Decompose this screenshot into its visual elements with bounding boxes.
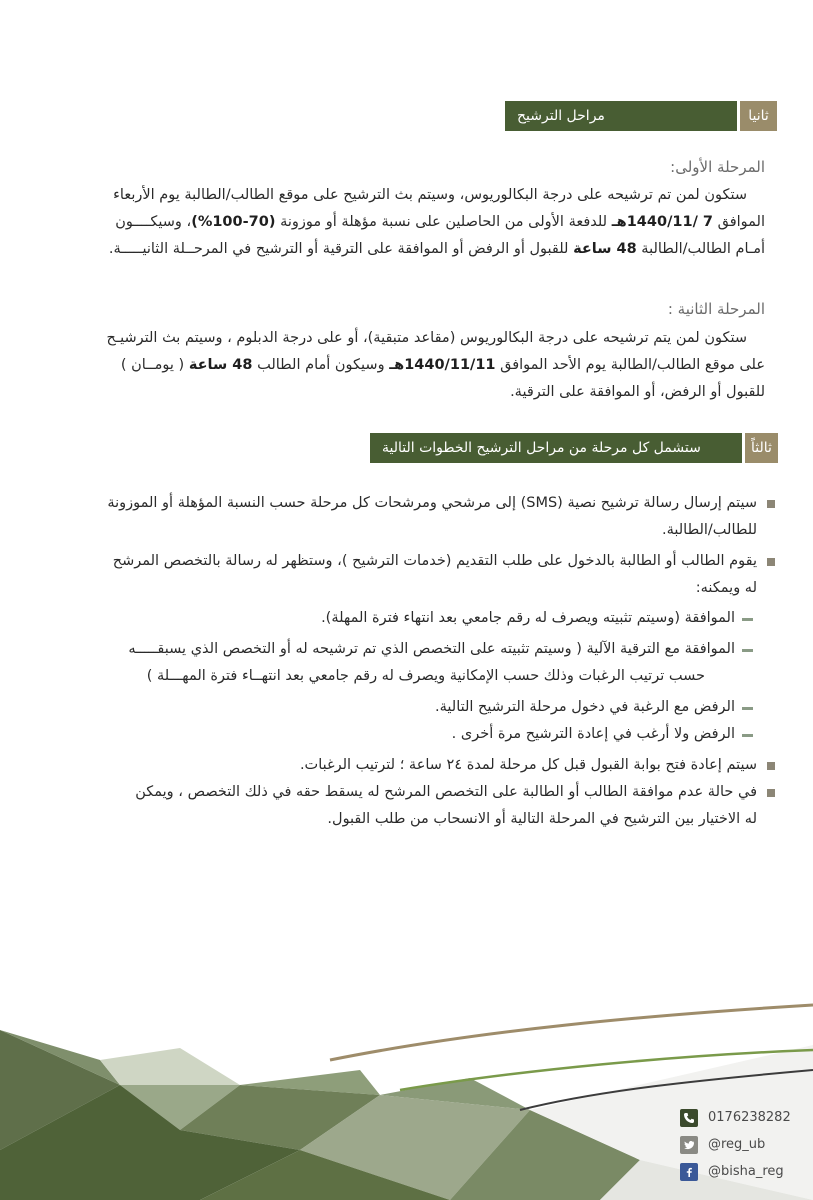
stage2-hours: 48 ساعة [188,357,253,373]
stage2-title: المرحلة الثانية : [667,300,765,318]
stage2-line2: على موقع الطالب/الطالبة يوم الأحد الموافق 1440/11/11هـ وسيكون أمام الطالب 48 ساعة ( يومــان ) [120,357,765,373]
stage1-line1: ستكون لمن تم ترشيحه على درجة البكالوريوس، وسيتم بث الترشيح على موقع الطالب/الطالبة يوم الأربعاء [113,187,747,203]
section-header-stages [505,101,777,131]
list-item: سيتم إرسال رسالة ترشيح نصية (SMS) إلى مرشحي ومرشحات كل مرحلة حسب النسبة المؤهلة أو الموزونة للطالب/الطالبة. [35,490,775,544]
contact-info [680,1106,791,1187]
section-title: مراحل الترشيح [505,101,737,131]
dash-bullet-icon [742,707,753,710]
section-number-tag: ثانيا [737,101,777,131]
sub-list-item: الرفض ولا أرغب في إعادة الترشيح مرة أخرى . [35,721,775,748]
sub-list-item: الموافقة (وسيتم تثبيته ويصرف له رقم جامعي بعد انتهاء فترة المهلة). [35,605,775,632]
twitter-handle[interactable]: @reg_ub [708,1137,766,1152]
steps-list [35,490,775,833]
stage1-date: 7 /1440/11هـ [611,214,714,230]
sub-list-item: الموافقة مع الترقية الآلية ( وسيتم تثبيته على التخصص الذي تم ترشيحه له أو التخصص الذي يسبقـــــه حسب ترتيب الرغبات وذلك حسب الإمكانية ويصرف له رقم جامعي بعد انتهــاء فترة المهـــلة ) [35,636,775,690]
list-item: في حالة عدم موافقة الطالب أو الطالبة على التخصص المرشح له يسقط حقه في ذلك التخصص ، ويمكن له الاختيار بين الترشيح في المرحلة التالية أو الانسحاب من طلب القبول. [35,779,775,833]
stage1-line2: الموافق 7 /1440/11هـ للدفعة الأولى من الحاصلين على نسبة مؤهلة أو موزونة (70-100%)، وسيكــــون [115,214,765,230]
section-number-tag: ثالثاً [742,433,778,463]
phone-icon [680,1109,698,1127]
footer-shape [100,1048,240,1085]
facebook-handle[interactable]: @bisha_reg [708,1164,784,1179]
square-bullet-icon [767,789,775,797]
dash-bullet-icon [742,649,753,652]
stage2-line1: ستكون لمن يتم ترشيحه على درجة البكالوريوس (مقاعد متبقية)، أو على درجة الدبلوم ، وسيتم بث الترشيـح [106,330,747,346]
stage2-date: 1440/11/11هـ [389,357,496,373]
phone-number[interactable]: 0176238282 [708,1110,791,1125]
stage1-paragraph [35,182,765,263]
stage2-line3: للقبول أو الرفض، أو الموافقة على الترقية. [510,384,765,400]
square-bullet-icon [767,762,775,770]
dash-bullet-icon [742,734,753,737]
stage1-line3: أمـام الطالب/الطالبة 48 ساعة للقبول أو الرفض أو الموافقة على الترقية أو الترشيح في المرحــلة الثانيـــــة. [108,241,765,257]
contact-facebook [680,1160,791,1183]
twitter-icon [680,1136,698,1154]
dash-bullet-icon [742,618,753,621]
sub-list-item: الرفض مع الرغبة في دخول مرحلة الترشيح التالية. [35,694,775,721]
contact-phone [680,1106,791,1129]
stage1-title: المرحلة الأولى: [670,158,765,176]
list-item: سيتم إعادة فتح بوابة القبول قبل كل مرحلة لمدة ٢٤ ساعة ؛ لترتيب الرغبات. [35,752,775,779]
stage1-hours: 48 ساعة [573,241,637,257]
facebook-icon [680,1163,698,1181]
section-title: ستشمل كل مرحلة من مراحل الترشيح الخطوات التالية [370,433,742,463]
stage1-percent: (70-100%) [191,214,276,230]
footer-line [330,1005,813,1060]
stage2-paragraph [45,325,765,406]
square-bullet-icon [767,558,775,566]
square-bullet-icon [767,500,775,508]
section-header-steps [370,433,778,463]
list-item: يقوم الطالب أو الطالبة بالدخول على طلب التقديم (خدمات الترشيح )، وستظهر له رسالة بالتخصص المرشح له ويمكنه: [35,548,775,602]
contact-twitter [680,1133,791,1156]
